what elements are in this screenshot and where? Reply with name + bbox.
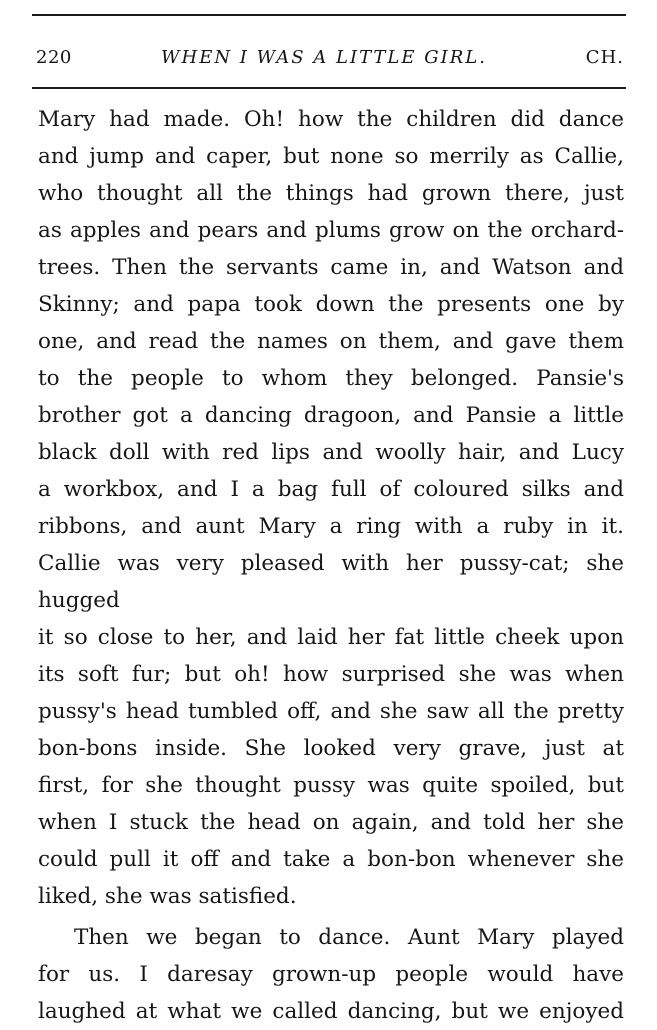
- text-line: Mary had made. Oh! how the children did dance: [38, 107, 624, 132]
- body-text: [38, 101, 624, 1030]
- text-line: as apples and pears and plums grow on the orchard-: [38, 218, 624, 243]
- text-line: Callie was very pleased with her pussy-cat; she hugged: [38, 551, 624, 613]
- text-line: to the people to whom they belonged. Pansie's: [38, 366, 624, 391]
- text-line-paragraph-end: liked, she was satisfied.: [38, 884, 297, 909]
- header-top-rule: [32, 14, 626, 16]
- text-line: brother got a dancing dragoon, and Pansie a little: [38, 403, 624, 428]
- header-bottom-rule: [32, 87, 626, 89]
- text-line: laughed at what we called dancing, but we enjoyed: [38, 999, 624, 1024]
- text-line: for us. I daresay grown-up people would have: [38, 962, 624, 987]
- chapter-mark: CH.: [585, 47, 624, 68]
- text-line: one, and read the names on them, and gave them: [38, 329, 624, 354]
- text-line: pussy's head tumbled off, and she saw all the pretty: [38, 699, 624, 724]
- text-line: first, for she thought pussy was quite spoiled, but: [38, 773, 624, 798]
- text-line: bon-bons inside. She looked very grave, just at: [38, 736, 624, 761]
- text-line: it so close to her, and laid her fat little cheek upon: [38, 625, 624, 650]
- text-line: could pull it off and take a bon-bon whenever she: [38, 847, 624, 872]
- page-number: 220: [36, 47, 72, 68]
- text-line-paragraph-start: Then we began to dance. Aunt Mary played: [74, 925, 624, 950]
- text-line: a workbox, and I a bag full of coloured silks and: [38, 477, 624, 502]
- text-line: its soft fur; but oh! how surprised she was when: [38, 662, 624, 687]
- text-line: trees. Then the servants came in, and Watson and: [38, 255, 624, 280]
- text-line: who thought all the things had grown there, just: [38, 181, 624, 206]
- text-line: ribbons, and aunt Mary a ring with a ruby in it.: [38, 514, 624, 539]
- running-title: WHEN I WAS A LITTLE GIRL.: [161, 47, 487, 68]
- text-line: when I stuck the head on again, and told her she: [38, 810, 624, 835]
- text-line: black doll with red lips and woolly hair, and Lucy: [38, 440, 624, 465]
- running-head: [36, 38, 624, 78]
- text-line: and jump and caper, but none so merrily as Callie,: [38, 144, 624, 169]
- text-line: Skinny; and papa took down the presents one by: [38, 292, 624, 317]
